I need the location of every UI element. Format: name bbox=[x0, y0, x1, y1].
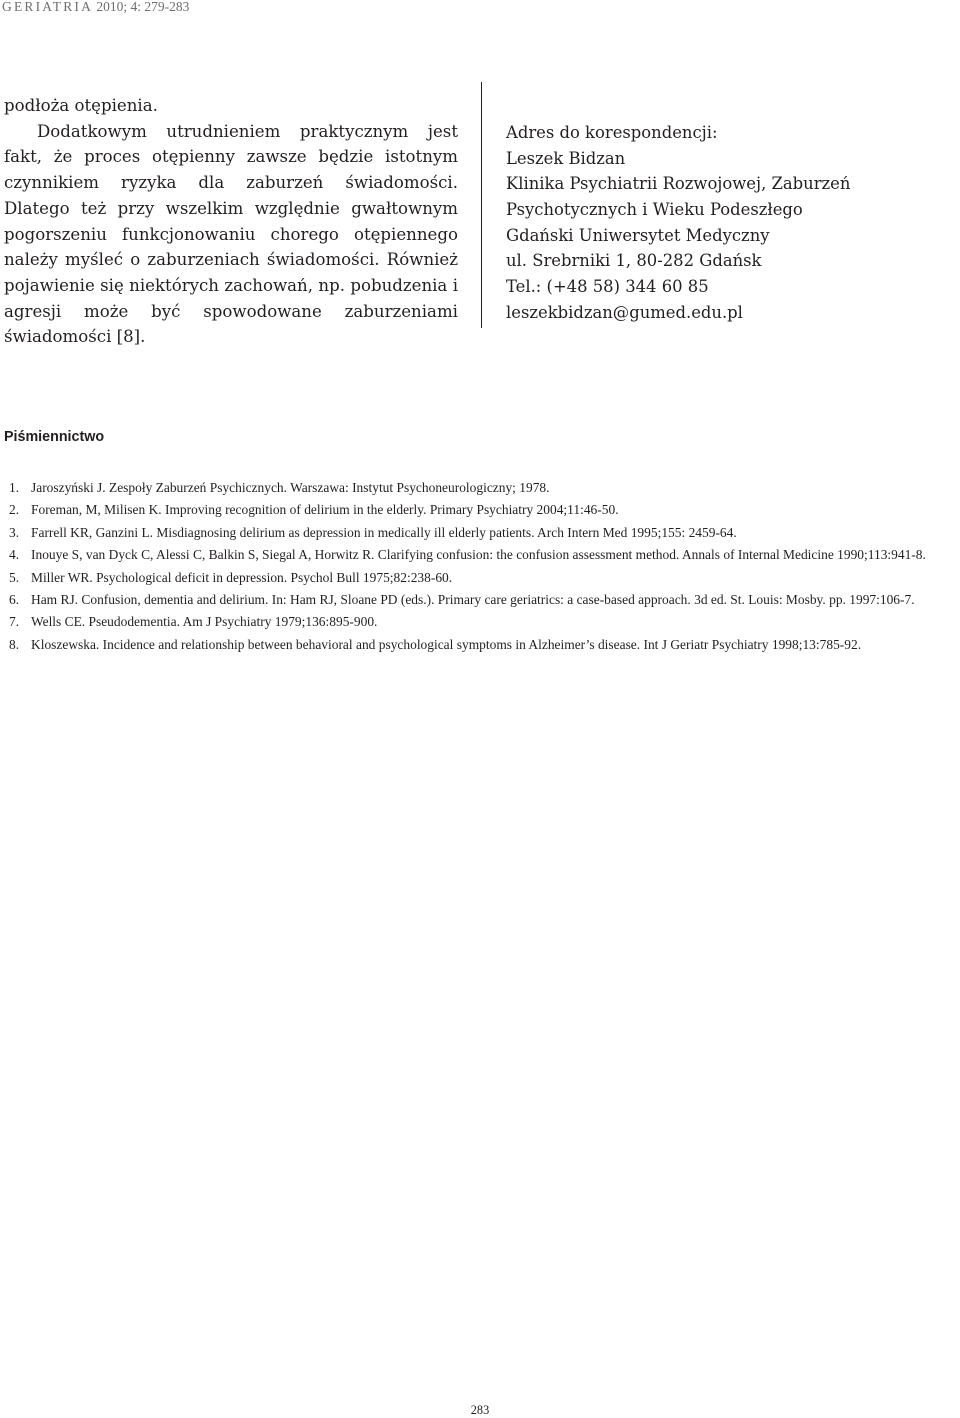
reference-item bbox=[9, 522, 960, 543]
author-name: Leszek Bidzan bbox=[506, 148, 626, 168]
journal-issue: 2010; 4: 279-283 bbox=[96, 0, 190, 14]
department-line-1: Klinika Psychiatrii Rozwojowej, Zaburzeń bbox=[506, 174, 851, 194]
reference-text: Wells CE. Pseudodementia. Am J Psychiatry 1979;136:895-900. bbox=[31, 614, 378, 630]
reference-item bbox=[9, 611, 960, 632]
reference-item bbox=[9, 589, 960, 610]
reference-item bbox=[9, 634, 960, 655]
department-line-2: Psychotycznych i Wieku Podeszłego bbox=[506, 200, 803, 220]
page-number: 283 bbox=[470, 1403, 490, 1417]
column-divider bbox=[481, 82, 482, 328]
reference-number: 7. bbox=[9, 614, 20, 630]
reference-number: 3. bbox=[9, 524, 20, 540]
reference-item bbox=[9, 477, 960, 498]
body-text-column bbox=[4, 93, 458, 350]
reference-item bbox=[9, 544, 960, 565]
correspondence-label: Adres do korespondencji: bbox=[506, 123, 718, 142]
paragraph: Dodatkowym utrudnieniem praktycznym jest fakt, że proces otępienny zawsze będzie istotnym czynnikiem ryzyka dla zaburzeń świadomości. Dlatego też przy wszelkim względnie gwałtownym pogorszeniu funkcjonowaniu chorego otępiennego należy myśleć o zaburzeniach świadomości. Również pojawienie się niektórych zachowań, np. pobudzenia i agresji może być spowodowane zaburzeniami świadomości [8]. bbox=[4, 121, 458, 347]
reference-number: 2. bbox=[9, 502, 20, 518]
reference-item bbox=[9, 567, 960, 588]
journal-name: GERIATRIA bbox=[2, 0, 94, 14]
reference-text: Ham RJ. Confusion, dementia and delirium. In: Ham RJ, Sloane PD (eds.). Primary care geriatrics: a case-based approach. 3d ed. St. Louis: Mosby. pp. 1997:106-7. bbox=[31, 591, 915, 607]
reference-text: Inouye S, van Dyck C, Alessi C, Balkin S, Siegal A, Horwitz R. Clarifying confusion: the confusion assessment method. Annals of Internal Medicine 1990;113:941-8. bbox=[31, 547, 926, 563]
reference-item bbox=[9, 499, 960, 520]
university-name: Gdański Uniwersytet Medyczny bbox=[506, 225, 770, 245]
reference-text: Kloszewska. Incidence and relationship between behavioral and psychological symptoms in Alzheimer’s disease. Int J Geriatr Psychiatry 1998;13:785-92. bbox=[31, 636, 862, 652]
correspondence-address bbox=[506, 120, 956, 326]
phone-number: Tel.: (+48 58) 344 60 85 bbox=[506, 277, 709, 297]
reference-number: 1. bbox=[9, 480, 20, 495]
reference-number: 8. bbox=[9, 636, 20, 652]
references-list bbox=[9, 477, 960, 656]
paragraph-continuation: podłoża otępienia. bbox=[4, 96, 158, 115]
references-heading: Piśmiennictwo bbox=[4, 429, 105, 445]
reference-number: 5. bbox=[9, 569, 20, 585]
reference-text: Farrell KR, Ganzini L. Misdiagnosing delirium as depression in medically ill elderly patients. Arch Intern Med 1995;155: 2459-64. bbox=[31, 524, 737, 540]
reference-number: 4. bbox=[9, 547, 20, 563]
street-address: ul. Srebrniki 1, 80-282 Gdańsk bbox=[506, 251, 762, 271]
email-address: leszekbidzan@gumed.edu.pl bbox=[506, 302, 743, 322]
running-header bbox=[2, 0, 402, 14]
reference-number: 6. bbox=[9, 591, 20, 607]
reference-text: Foreman, M, Milisen K. Improving recognition of delirium in the elderly. Primary Psychiatry 2004;11:46-50. bbox=[31, 502, 619, 518]
reference-text: Jaroszyński J. Zespoły Zaburzeń Psychicznych. Warszawa: Instytut Psychoneurologiczny; 1978. bbox=[31, 480, 550, 495]
reference-text: Miller WR. Psychological deficit in depression. Psychol Bull 1975;82:238-60. bbox=[31, 569, 453, 585]
